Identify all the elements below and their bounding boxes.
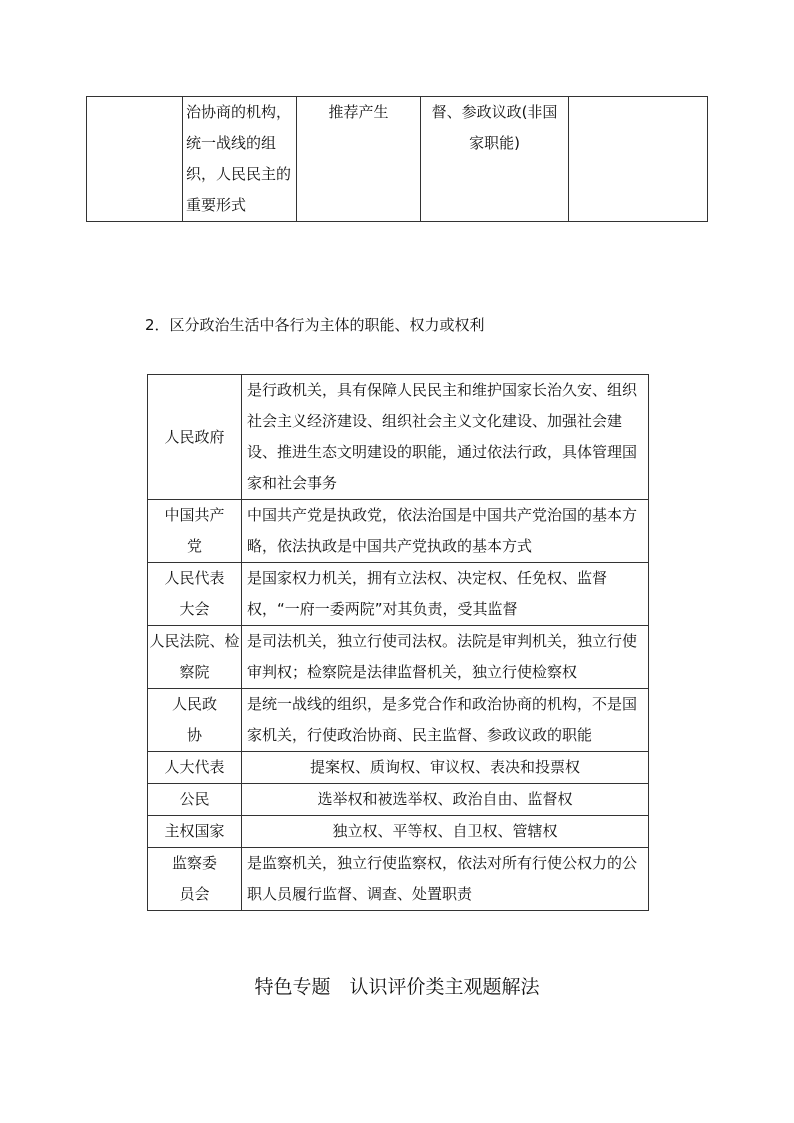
table-row [148,848,649,911]
table-row [87,97,708,222]
row-label: 人民政府 [148,375,242,500]
row-content: 选举权和被选举权、政治自由、监督权 [242,784,649,816]
table-row [148,375,649,500]
row-label: 监察委员会 [148,848,242,911]
row-content: 独立权、平等权、自卫权、管辖权 [242,816,649,848]
section-title: 特色专题 认识评价类主观题解法 [254,976,540,998]
row-content: 提案权、质询权、审议权、表决和投票权 [242,752,649,784]
row-label: 人民法院、检察院 [148,626,242,689]
row-content: 是监察机关，独立行使监察权，依法对所有行使公权力的公职人员履行监督、调查、处置职责 [242,848,649,911]
table-cell [569,97,708,222]
row-label: 人民代表大会 [148,563,242,626]
row-label: 人民政协 [148,689,242,752]
row-content: 是统一战线的组织，是多党合作和政治协商的机构，不是国家机关，行使政治协商、民主监督、参政议政的职能 [242,689,649,752]
row-content: 是行政机关，具有保障人民民主和维护国家长治久安、组织社会主义经济建设、组织社会主义文化建设、加强社会建设、推进生态文明建设的职能，通过依法行政，具体管理国家和社会事务 [242,375,649,500]
table-row [148,752,649,784]
table-row [148,626,649,689]
top-table [86,96,708,222]
row-label: 中国共产党 [148,500,242,563]
row-content: 是国家权力机关，拥有立法权、决定权、任免权、监督权，“一府一委两院”对其负责，受其监督 [242,563,649,626]
table-row [148,816,649,848]
table-cell [87,97,183,222]
table-cell: 督、参政议政(非国家职能) [421,97,569,222]
table-row [148,689,649,752]
functions-table [147,374,649,911]
table-cell: 推荐产生 [297,97,421,222]
table-row [148,784,649,816]
table-cell: 治协商的机构，统一战线的组织，人民民主的重要形式 [183,97,297,222]
row-content: 中国共产党是执政党，依法治国是中国共产党治国的基本方略，依法执政是中国共产党执政的基本方式 [242,500,649,563]
row-label: 人大代表 [148,752,242,784]
table-row [148,563,649,626]
row-label: 主权国家 [148,816,242,848]
row-label: 公民 [148,784,242,816]
row-content: 是司法机关，独立行使司法权。法院是审判机关，独立行使审判权；检察院是法律监督机关，独立行使检察权 [242,626,649,689]
table-row [148,500,649,563]
section-heading: 2．区分政治生活中各行为主体的职能、权力或权利 [145,316,485,334]
